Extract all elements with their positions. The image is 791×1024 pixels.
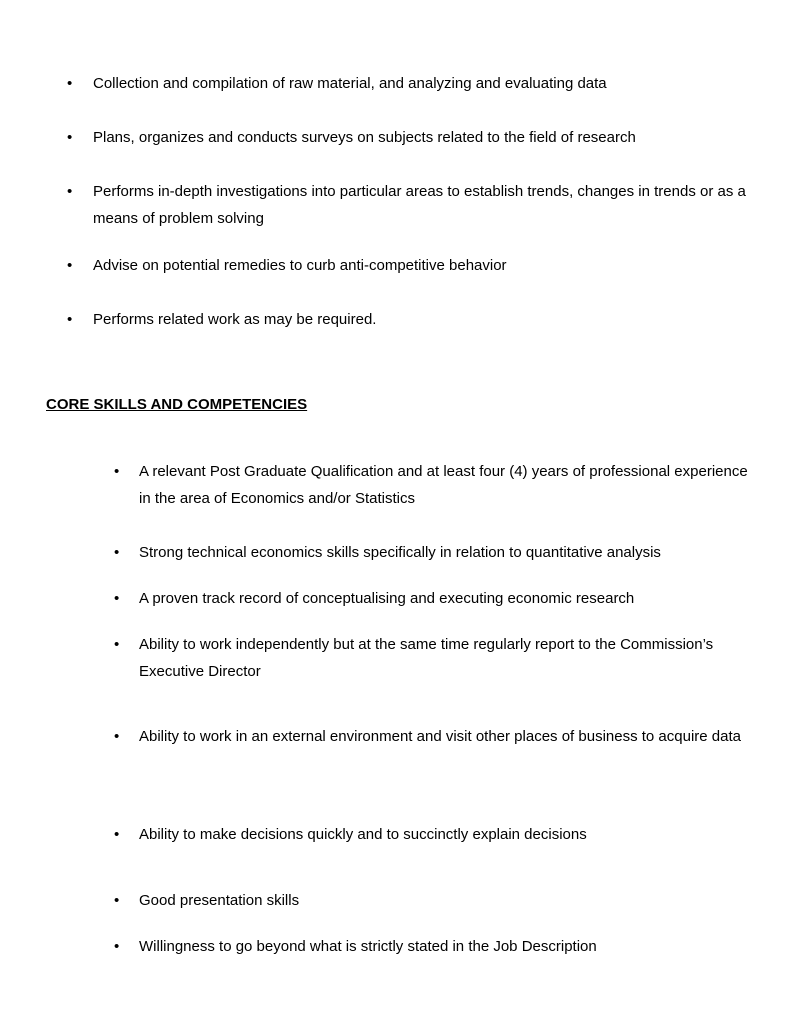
list-item-text: Collection and compilation of raw material, and analyzing and evaluating data — [93, 75, 607, 92]
list-item-text: Performs related work as may be required. — [93, 311, 377, 328]
list-item-text: A relevant Post Graduate Qualification and at least four (4) years of professional experience in the area of Economics and/or Statistics — [139, 463, 748, 507]
bullet-icon: • — [114, 544, 120, 561]
bullet-icon: • — [67, 183, 73, 200]
list-item-text: Willingness to go beyond what is strictly stated in the Job Description — [139, 938, 597, 955]
bullet-icon: • — [114, 636, 120, 653]
list-item-text: A proven track record of conceptualising and executing economic research — [139, 590, 635, 607]
bullet-icon: • — [114, 892, 120, 909]
list-item-text: Performs in-depth investigations into particular areas to establish trends, changes in trends or as a means of problem solving — [93, 183, 746, 227]
list-item-text: Ability to make decisions quickly and to succinctly explain decisions — [139, 826, 587, 843]
list-item-text: Advise on potential remedies to curb anti-competitive behavior — [93, 257, 507, 274]
bullet-icon: • — [67, 75, 73, 92]
list-item-text: Strong technical economics skills specifically in relation to quantitative analysis — [139, 544, 661, 561]
list-item-text: Ability to work in an external environment and visit other places of business to acquire data — [139, 728, 741, 745]
section-heading: CORE SKILLS AND COMPETENCIES — [46, 396, 308, 413]
bullet-icon: • — [114, 826, 120, 843]
bullet-icon: • — [114, 728, 120, 745]
bullet-icon: • — [114, 938, 120, 955]
bullet-icon: • — [114, 463, 120, 480]
list-item-text: Ability to work independently but at the same time regularly report to the Commission’s Executive Director — [139, 636, 714, 680]
list-item-text: Plans, organizes and conducts surveys on subjects related to the field of research — [93, 129, 636, 146]
list-item-text: Good presentation skills — [139, 892, 300, 909]
bullet-icon: • — [67, 129, 73, 146]
bullet-icon: • — [67, 311, 73, 328]
bullet-icon: • — [114, 590, 120, 607]
bullet-icon: • — [67, 257, 73, 274]
